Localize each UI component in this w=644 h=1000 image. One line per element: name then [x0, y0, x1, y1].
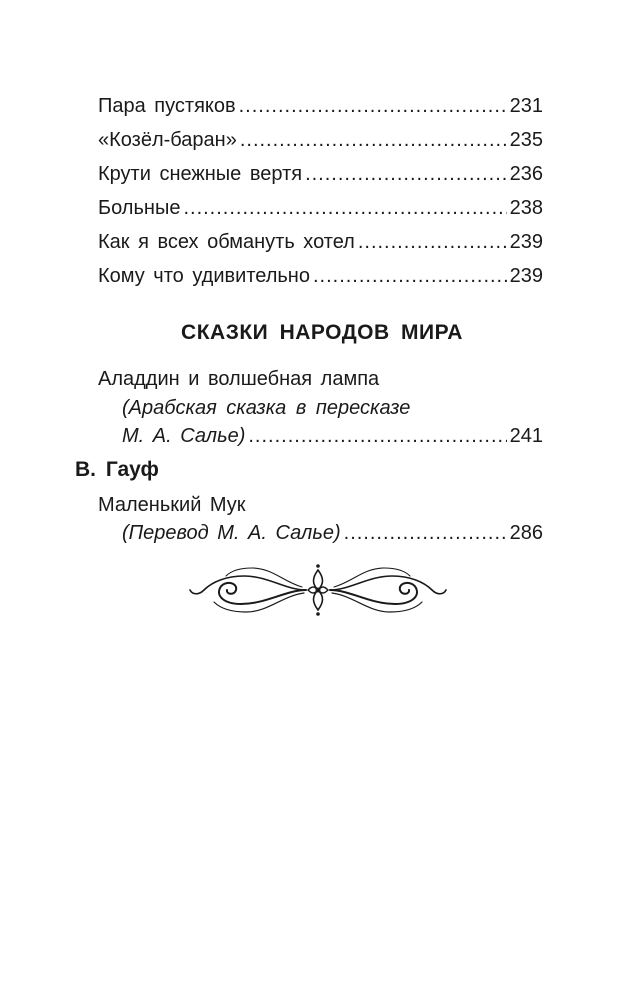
- toc-entry: [122, 424, 543, 448]
- flourish-divider-icon: [186, 560, 450, 620]
- dot-leader: [248, 424, 506, 448]
- dot-leader: [344, 521, 507, 545]
- dot-leader: [183, 196, 506, 220]
- entry-page: 238: [509, 197, 543, 219]
- entry-title: Больные: [98, 197, 181, 219]
- dot-leader: [313, 264, 507, 288]
- muk-note: (Перевод М. А. Салье): [122, 522, 341, 544]
- toc-entry: [98, 196, 543, 220]
- entry-page: 239: [509, 231, 543, 253]
- toc-entry: [122, 521, 543, 545]
- entry-title: Как я всех обмануть хотел: [98, 231, 355, 253]
- entry-page: 236: [509, 163, 543, 185]
- dot-leader: [240, 128, 507, 152]
- toc-entry: [98, 128, 543, 152]
- muk-title: Маленький Мук: [98, 494, 246, 516]
- dot-leader: [358, 230, 507, 254]
- dot-leader: [239, 94, 507, 118]
- aladdin-note-line2: М. А. Салье): [122, 425, 246, 447]
- entry-page: 235: [509, 129, 543, 151]
- aladdin-title: Аладдин и волшебная лампа: [98, 368, 380, 390]
- toc-entry: [98, 94, 543, 118]
- entry-title: Кому что удивительно: [98, 265, 310, 287]
- entry-page: 286: [509, 522, 543, 544]
- toc-entry: [98, 230, 543, 254]
- author-name: В. Гауф: [75, 458, 159, 481]
- aladdin-note-line1: (Арабская сказка в пересказе: [122, 397, 411, 419]
- entry-page: 241: [509, 425, 543, 447]
- section-heading: СКАЗКИ НАРОДОВ МИРА: [181, 321, 463, 344]
- dot-leader: [305, 162, 507, 186]
- entry-title: Пара пустяков: [98, 95, 236, 117]
- entry-page: 239: [509, 265, 543, 287]
- entry-page: 231: [509, 95, 543, 117]
- entry-title: «Козёл-баран»: [98, 129, 237, 151]
- toc-entry: [98, 264, 543, 288]
- toc-entry: [98, 162, 543, 186]
- entry-title: Крути снежные вертя: [98, 163, 303, 185]
